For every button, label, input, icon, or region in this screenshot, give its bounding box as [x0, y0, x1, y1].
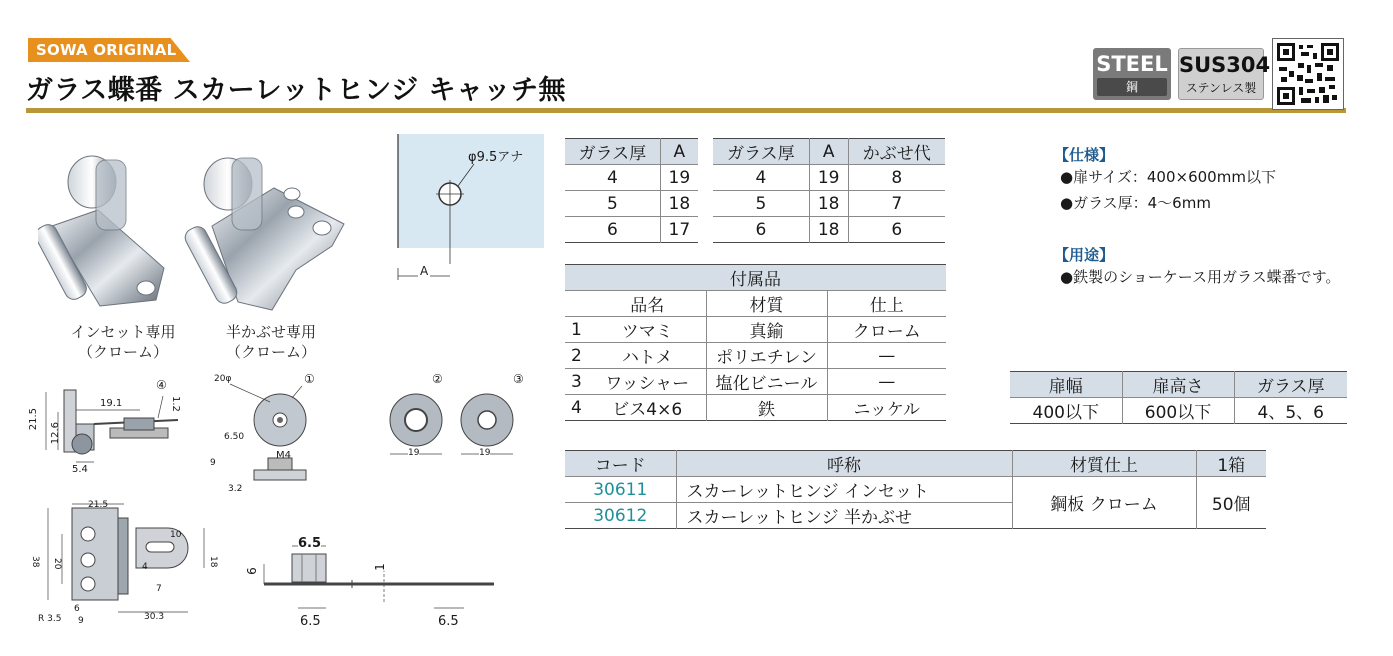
header-index: [565, 291, 589, 317]
plate-side-drawing: [244, 534, 504, 630]
header-glass-thickness: ガラス厚: [565, 139, 660, 165]
dim-m4: M4: [276, 450, 291, 461]
header-code: コード: [565, 451, 676, 477]
door-size-table: [1010, 371, 1347, 424]
qr-code-icon[interactable]: [1272, 38, 1344, 110]
cell: 6: [755, 219, 767, 240]
dim-plate-30-3: 30.3: [144, 612, 165, 622]
dim-21-5: 21.5: [28, 408, 39, 431]
half-overlay-caption-line1: 半かぶせ専用: [225, 323, 316, 341]
product-name: スカーレットヒンジ インセット: [676, 477, 1012, 503]
header-a: A: [809, 139, 848, 165]
dim-19-washer: 19: [479, 448, 491, 458]
table-row: [565, 477, 1266, 503]
cell: 1: [571, 319, 582, 340]
title-divider: [26, 108, 1346, 113]
box-qty-cell: 50個: [1196, 477, 1266, 529]
product-code-table: [565, 450, 1266, 529]
cell: 鉄: [706, 395, 827, 421]
dim-20: 20φ: [214, 374, 232, 384]
cell: 7: [848, 191, 945, 217]
cell: —: [827, 369, 946, 395]
header-box-qty: 1箱: [1196, 451, 1266, 477]
dim-plate-20: 20: [52, 558, 62, 570]
cell: 18: [809, 217, 848, 243]
glass-hole-diagram: [392, 130, 544, 280]
spec-door-size: ●扉サイズ：400×600mm以下: [1060, 168, 1276, 186]
cell: 真鍮: [706, 317, 827, 343]
part-callout-1: ①: [304, 372, 315, 386]
dim-plate-4: 4: [142, 562, 148, 572]
header-door-width: 扉幅: [1010, 372, 1122, 398]
hole-diameter-label: φ9.5アナ: [468, 150, 524, 165]
header-a: A: [660, 139, 698, 165]
half-overlay-hinge-photo: [184, 150, 354, 320]
header-finish: 仕上: [827, 291, 946, 317]
cell: クローム: [827, 317, 946, 343]
product-code-link[interactable]: 30612: [593, 505, 648, 526]
cell: 18: [809, 191, 848, 217]
cell: 4、5、6: [1234, 398, 1347, 424]
cell: 4: [606, 167, 618, 188]
dim-12-6: 12.6: [50, 422, 61, 445]
header-overlay: かぶせ代: [848, 139, 945, 165]
header-glass-thickness: ガラス厚: [713, 139, 809, 165]
product-name: スカーレットヒンジ 半かぶせ: [676, 503, 1012, 529]
header-product-name: 呼称: [676, 451, 1012, 477]
steel-badge-sub: 鋼: [1097, 78, 1167, 96]
product-code-link[interactable]: 30611: [593, 479, 648, 500]
washer-drawing: [455, 372, 530, 462]
dim-6-50: 6.50: [224, 432, 245, 442]
table-row: [565, 369, 946, 395]
inset-hinge-photo: [38, 150, 178, 320]
half-overlay-caption: [196, 322, 346, 362]
spec-heading: 【仕様】: [1054, 146, 1115, 164]
inset-dimension-table: [565, 138, 698, 243]
half-overlay-caption-line2: （クローム）: [225, 343, 316, 361]
dim-9: 9: [210, 458, 216, 468]
cell: 18: [660, 191, 698, 217]
cell: 17: [660, 217, 698, 243]
dim-plate-18: 18: [208, 556, 218, 568]
table-row: [1010, 398, 1347, 424]
header-material: 材質: [706, 291, 827, 317]
part-callout-4: ④: [156, 378, 167, 392]
cell: 19: [660, 165, 698, 191]
table-row: [713, 165, 945, 191]
cell: ツマミ: [621, 322, 673, 342]
dim-5-4: 5.4: [72, 464, 88, 475]
cell: ビス4×6: [612, 400, 683, 420]
dim-side-1: 1: [372, 563, 387, 571]
spec-glass-thickness: ●ガラス厚：4～6mm: [1060, 194, 1211, 212]
dimension-a-label: A: [420, 264, 429, 278]
sus304-badge: [1178, 48, 1271, 100]
dim-plate-38: 38: [30, 556, 40, 568]
dim-plate-r3-5: R 3.5: [38, 614, 62, 624]
dim-side-6-5-top: 6.5: [298, 536, 322, 551]
dim-plate-10: 10: [170, 530, 182, 540]
dim-19-1: 19.1: [100, 398, 123, 409]
cell: ハトメ: [622, 348, 673, 368]
dim-side-6: 6: [244, 567, 259, 575]
dim-plate-7: 7: [156, 584, 162, 594]
usage-text: ●鉄製のショーケース用ガラス蝶番です。: [1060, 268, 1341, 286]
inset-caption-line1: インセット専用: [70, 323, 176, 341]
cell: 4: [755, 167, 767, 188]
cell: ポリエチレン: [706, 343, 827, 369]
table-row: [565, 317, 946, 343]
table-row: [565, 395, 946, 421]
brand-tag: [28, 38, 190, 62]
cell: 5: [755, 193, 767, 214]
page-title: ガラス蝶番 スカーレットヒンジ キャッチ無: [26, 75, 567, 106]
dim-plate-9: 9: [78, 616, 84, 626]
dim-19-eyelet: 19: [408, 448, 420, 458]
cell: 6: [848, 217, 945, 243]
cell: 2: [571, 345, 582, 366]
table-row: [713, 217, 945, 243]
part-callout-2: ②: [432, 372, 443, 386]
cell: —: [827, 343, 946, 369]
dim-plate-6: 6: [74, 604, 80, 614]
sus304-badge-main: SUS304: [1179, 53, 1271, 77]
dim-side-6-5-left: 6.5: [300, 614, 321, 629]
cell: 19: [809, 165, 848, 191]
header-material-finish: 材質仕上: [1012, 451, 1196, 477]
usage-heading: 【用途】: [1054, 246, 1115, 264]
header-door-height: 扉高さ: [1122, 372, 1234, 398]
dim-plate-21-5: 21.5: [88, 500, 109, 510]
cell: 塩化ビニール: [706, 369, 827, 395]
dim-3-2: 3.2: [228, 484, 243, 494]
table-row: [565, 165, 698, 191]
inset-caption-line2: （クローム）: [77, 343, 168, 361]
cell: 3: [571, 371, 582, 392]
cell: 5: [606, 193, 618, 214]
inset-side-drawing: [28, 378, 198, 478]
cell: ニッケル: [827, 395, 946, 421]
brand-label: SOWA ORIGINAL: [36, 41, 177, 59]
cell: 8: [848, 165, 945, 191]
material-finish-cell: 鋼板 クローム: [1012, 477, 1196, 529]
plate-front-drawing: [28, 500, 228, 628]
dim-side-6-5-right: 6.5: [438, 614, 459, 629]
header-glass-thickness: ガラス厚: [1234, 372, 1347, 398]
cell: 4: [571, 397, 582, 418]
cell: 400以下: [1032, 403, 1099, 423]
header-item-name: 品名: [630, 296, 665, 316]
accessories-table: [565, 264, 946, 421]
table-row: [713, 191, 945, 217]
knob-drawing: [210, 372, 322, 504]
eyelet-drawing: [380, 372, 450, 462]
accessories-title: 付属品: [565, 265, 946, 291]
inset-caption: [48, 322, 198, 362]
half-overlay-dimension-table: [713, 138, 945, 243]
table-row: [565, 217, 698, 243]
cell: 600以下: [1122, 398, 1234, 424]
steel-badge: [1093, 48, 1171, 100]
cell: ワッシャー: [605, 374, 690, 394]
table-row: [565, 191, 698, 217]
part-callout-3: ③: [513, 372, 524, 386]
steel-badge-main: STEEL: [1096, 52, 1168, 76]
sus304-badge-sub: ステンレス製: [1185, 81, 1257, 95]
cell: 6: [606, 219, 618, 240]
table-row: [565, 343, 946, 369]
dim-1-2: 1.2: [170, 396, 181, 412]
